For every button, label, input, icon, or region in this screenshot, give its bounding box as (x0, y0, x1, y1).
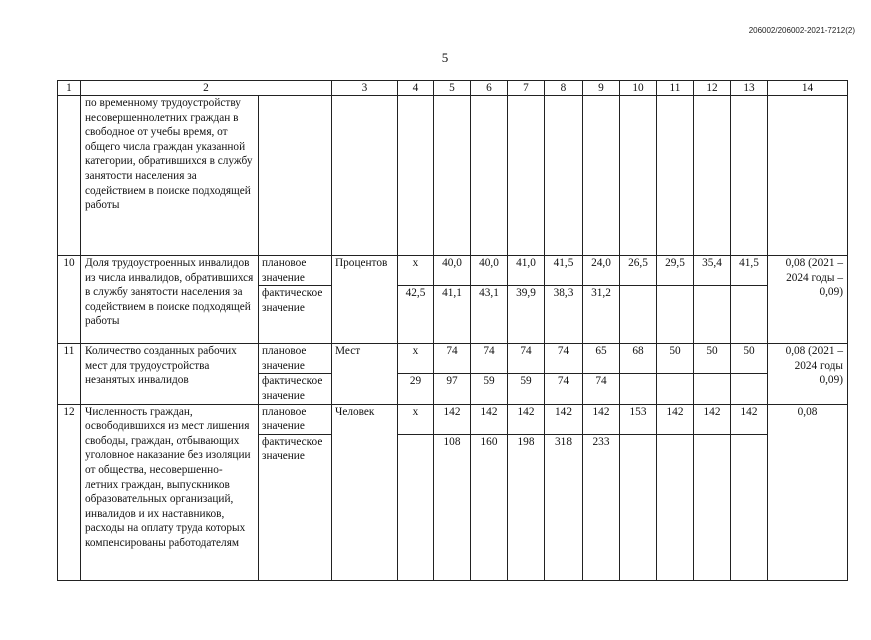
value-cell: 142 (583, 404, 620, 434)
value-cell: 74 (471, 344, 508, 374)
value-cell: 74 (583, 374, 620, 404)
header-cell: 1 (58, 81, 81, 96)
value-cell: 50 (657, 344, 694, 374)
value-cell: х (398, 256, 434, 286)
indicator-name: Численность граждан, освободившихся из мест лишения свободы, граждан, отбывающих уголовное наказание без изоляции от общества, несовершенно-летних граждан, выпускников образовательных организаций, инвалидов и их наставников, расходы на оплату труда которых компенсированы работодателям (81, 404, 259, 580)
value-cell (694, 434, 731, 580)
value-cell: 142 (434, 404, 471, 434)
value-cell: 74 (434, 344, 471, 374)
value-cell: 29 (398, 374, 434, 404)
indicator-name: Количество созданных рабочих мест для трудоустройства незанятых инвалидов (81, 344, 259, 404)
indicator-name: Доля трудоустроенных инвалидов из числа инвалидов, обратившихся в службу занятости населения за содействием в поиске подходящей работы (81, 256, 259, 344)
value-cell: 142 (694, 404, 731, 434)
header-cell: 3 (332, 81, 398, 96)
value-cell: 74 (545, 374, 583, 404)
fact-label: фактическое значение (259, 286, 332, 344)
value-cell: 198 (508, 434, 545, 580)
value-cell: 39,9 (508, 286, 545, 344)
value-cell: 38,3 (545, 286, 583, 344)
value-cell: 41,1 (434, 286, 471, 344)
value-cell: 233 (583, 434, 620, 580)
table-row (58, 344, 848, 374)
header-cell: 13 (731, 81, 768, 96)
value-cell: 97 (434, 374, 471, 404)
header-cell: 7 (508, 81, 545, 96)
row-number: 12 (58, 404, 81, 580)
page-number: 5 (441, 50, 449, 65)
value-cell (398, 434, 434, 580)
value-cell: 153 (620, 404, 657, 434)
row-number: 11 (58, 344, 81, 404)
value-cell: 142 (731, 404, 768, 434)
value-cell: 31,2 (583, 286, 620, 344)
header-cell: 9 (583, 81, 620, 96)
value-cell (731, 286, 768, 344)
col14-cell: 0,08 (768, 404, 848, 580)
header-cell: 10 (620, 81, 657, 96)
fact-label: фактическое значение (259, 374, 332, 404)
value-cell: 41,0 (508, 256, 545, 286)
value-cell: 160 (471, 434, 508, 580)
value-cell: 65 (583, 344, 620, 374)
value-cell: 68 (620, 344, 657, 374)
value-cell: 142 (471, 404, 508, 434)
value-cell (694, 374, 731, 404)
fact-label: фактическое значение (259, 434, 332, 580)
value-cell: х (398, 344, 434, 374)
value-cell (657, 434, 694, 580)
value-cell: 35,4 (694, 256, 731, 286)
value-cell (731, 374, 768, 404)
col14-cell: 0,08 (2021 – 2024 годы 0,09) (768, 344, 848, 404)
unit-cell: Мест (332, 344, 398, 404)
header-cell: 14 (768, 81, 848, 96)
value-cell (731, 434, 768, 580)
unit-cell: Человек (332, 404, 398, 580)
header-cell: 12 (694, 81, 731, 96)
table-row-continued (58, 96, 848, 256)
value-cell: 40,0 (434, 256, 471, 286)
value-cell: 40,0 (471, 256, 508, 286)
value-cell: 318 (545, 434, 583, 580)
value-cell: 74 (545, 344, 583, 374)
header-cell: 4 (398, 81, 434, 96)
header-row (58, 81, 848, 96)
header-cell: 2 (81, 81, 332, 96)
value-cell: 108 (434, 434, 471, 580)
value-cell: 74 (508, 344, 545, 374)
value-cell: 41,5 (731, 256, 768, 286)
value-cell: 50 (694, 344, 731, 374)
value-cell: 59 (508, 374, 545, 404)
value-cell: 24,0 (583, 256, 620, 286)
value-cell: х (398, 404, 434, 434)
value-cell (657, 374, 694, 404)
header-cell: 8 (545, 81, 583, 96)
col14-cell: 0,08 (2021 – 2024 годы – 0,09) (768, 256, 848, 344)
unit-cell: Процентов (332, 256, 398, 344)
header-cell: 5 (434, 81, 471, 96)
header-cell: 6 (471, 81, 508, 96)
plan-label: плановое значение (259, 404, 332, 434)
value-cell: 29,5 (657, 256, 694, 286)
value-cell (620, 374, 657, 404)
indicator-name: по временному трудоустройству несовершеннолетних граждан в свободное от учебы время, от общего числа граждан указанной категории, обратившихся в службу занятости населения за содействием в поиске подходящей работы (81, 96, 259, 256)
table-row (58, 404, 848, 434)
value-cell: 41,5 (545, 256, 583, 286)
value-cell: 43,1 (471, 286, 508, 344)
value-cell (657, 286, 694, 344)
value-cell (694, 286, 731, 344)
value-cell: 59 (471, 374, 508, 404)
value-cell: 26,5 (620, 256, 657, 286)
value-cell: 142 (508, 404, 545, 434)
value-cell: 142 (545, 404, 583, 434)
table-row (58, 256, 848, 286)
header-cell: 11 (657, 81, 694, 96)
plan-label: плановое значение (259, 344, 332, 374)
document-id: 206002/206002-2021-7212(2) (748, 26, 855, 35)
value-cell: 50 (731, 344, 768, 374)
value-cell (620, 434, 657, 580)
value-cell: 42,5 (398, 286, 434, 344)
row-number: 10 (58, 256, 81, 344)
value-cell (620, 286, 657, 344)
plan-label: плановое значение (259, 256, 332, 286)
indicators-table (57, 80, 848, 581)
value-cell: 142 (657, 404, 694, 434)
